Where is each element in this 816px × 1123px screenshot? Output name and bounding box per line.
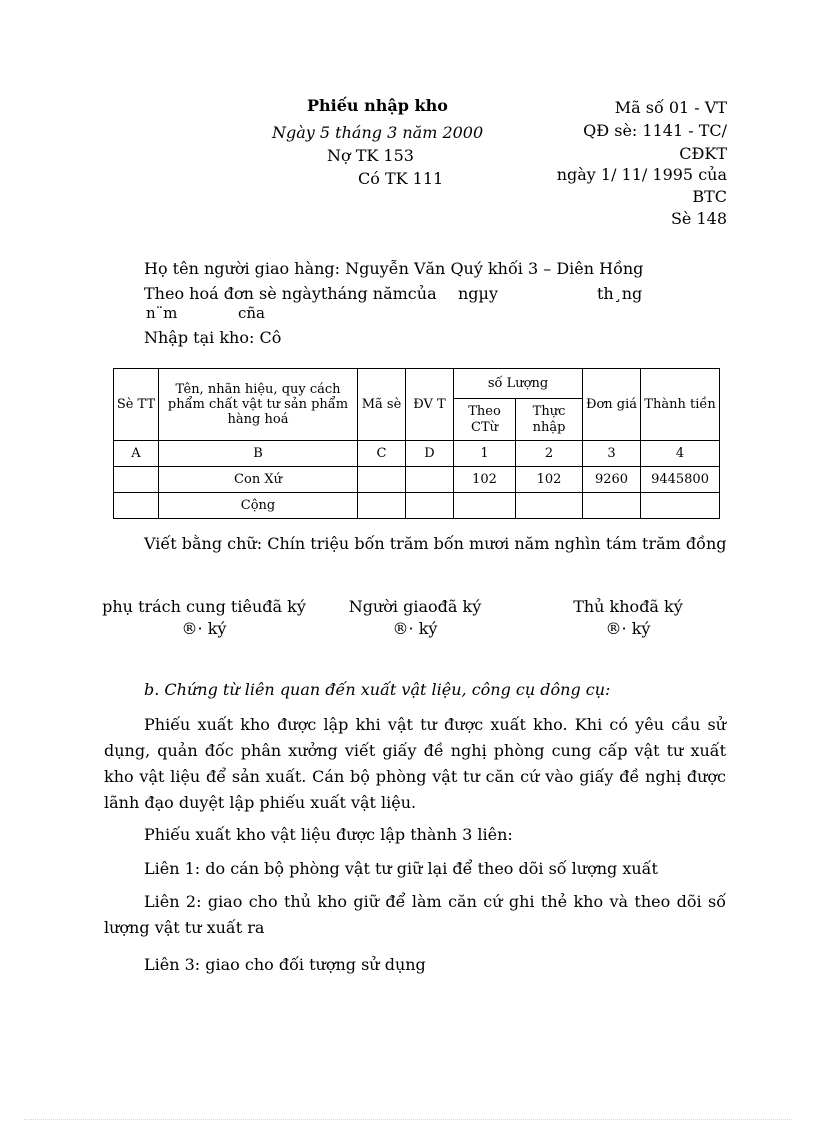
table-cell: D [406,441,454,467]
table-cell [358,493,406,519]
signature-supply-mark: ®· ký [181,619,227,638]
table-cell: 2 [516,441,583,467]
table-cell: 9260 [583,467,641,493]
table-cell [641,493,720,519]
decision-line-2: CĐKT [679,144,727,163]
credit-account: Có TK 111 [358,169,444,188]
paragraph-4: Liên 2: giao cho thủ kho giữ để làm căn cứ ghi thẻ kho và theo dõi số lượng vật tư xuất ra [104,892,726,937]
table-cell [454,493,516,519]
signature-deliverer-title: Người giaođã ký [348,597,482,616]
signature-storekeeper-title: Thủ khođã ký [573,597,683,616]
table-cell [358,467,406,493]
invoice-word-of: cña [238,304,266,322]
table-total-row [114,493,720,519]
decision-line-1: QĐ sè: 1141 - TC/ [583,121,727,140]
table-cell: 9445800 [641,467,720,493]
document-date: Ngày 5 tháng 3 năm 2000 [272,123,484,142]
receipt-table [113,368,720,519]
header-price: Đơn giá [583,369,641,441]
header-amount: Thành tiền [641,369,720,441]
form-code: Mã số 01 - VT [614,98,727,117]
table-cell: 1 [454,441,516,467]
header-qty-actual: Thực nhập [516,399,583,441]
deliverer-line: Họ tên người giao hàng: Nguyễn Văn Quý khối 3 – Diên Hồng [144,259,644,278]
signature-storekeeper-mark: ®· ký [605,619,651,638]
table-cell [114,467,159,493]
header-qty-doc: Theo CTừ [454,399,516,441]
table-cell [583,493,641,519]
table-cell [406,467,454,493]
invoice-word-day: ngµy [458,284,498,303]
decision-line-4: BTC [692,187,727,206]
section-heading: b. Chứng từ liên quan đến xuất vật liệu, công cụ dông cụ: [144,680,611,699]
header-item-name: Tên, nhãn hiệu, quy cách phẩm chất vật tư sản phẩm hàng hoá [159,369,358,441]
decision-line-3: ngày 1/ 11/ 1995 của [556,165,727,184]
invoice-line: Theo hoá đơn sè ngàytháng nămcủa [144,284,437,303]
paragraph-2: Phiếu xuất kho vật liệu được lập thành 3 liên: [144,825,513,844]
table-cell: 3 [583,441,641,467]
header-stt: Sè TT [114,369,159,441]
table-cell: A [114,441,159,467]
invoice-word-year: n¨m [146,304,178,322]
header-code: Mã sè [358,369,406,441]
table-cell: 4 [641,441,720,467]
signature-supply-title: phụ trách cung tiêuđã ký [102,597,306,616]
warehouse-line: Nhập tại kho: Cô [144,328,282,347]
table-cell [516,493,583,519]
amount-in-words: Viết bằng chữ: Chín triệu bốn trăm bốn mươi năm nghìn tám trăm đồng [144,534,727,553]
table-cell: Cộng [159,493,358,519]
debit-account: Nợ TK 153 [327,146,414,165]
table-cell: 102 [454,467,516,493]
table-cell: C [358,441,406,467]
signature-deliverer-mark: ®· ký [392,619,438,638]
table-code-row [114,441,720,467]
table-row [114,467,720,493]
header-unit: ĐV T [406,369,454,441]
document-title: Phiếu nhập kho [307,96,448,115]
table-cell [114,493,159,519]
page-bottom-divider [24,1119,792,1120]
paragraph-5: Liên 3: giao cho đối tượng sử dụng [144,955,426,974]
table-cell: B [159,441,358,467]
table-cell: 102 [516,467,583,493]
paragraph-1: Phiếu xuất kho được lập khi vật tư được xuất kho. Khi có yêu cầu sử dụng, quản đốc phân xưởng viết giấy đề nghị phòng cung cấp vật tư xuất kho vật liệu để sản xuất. Cán bộ phòng vật tư căn cứ vào giấy đề nghị được lãnh đạo duyệt lập phiếu xuất vật liệu. [104,715,726,812]
header-quantity: số Lượng [454,369,583,399]
table-cell [406,493,454,519]
paragraph-3: Liên 1: do cán bộ phòng vật tư giữ lại để theo dõi số lượng xuất [144,859,658,878]
table-cell: Con Xứ [159,467,358,493]
invoice-word-month: th¸ng [597,284,643,303]
document-number: Sè 148 [670,209,727,228]
